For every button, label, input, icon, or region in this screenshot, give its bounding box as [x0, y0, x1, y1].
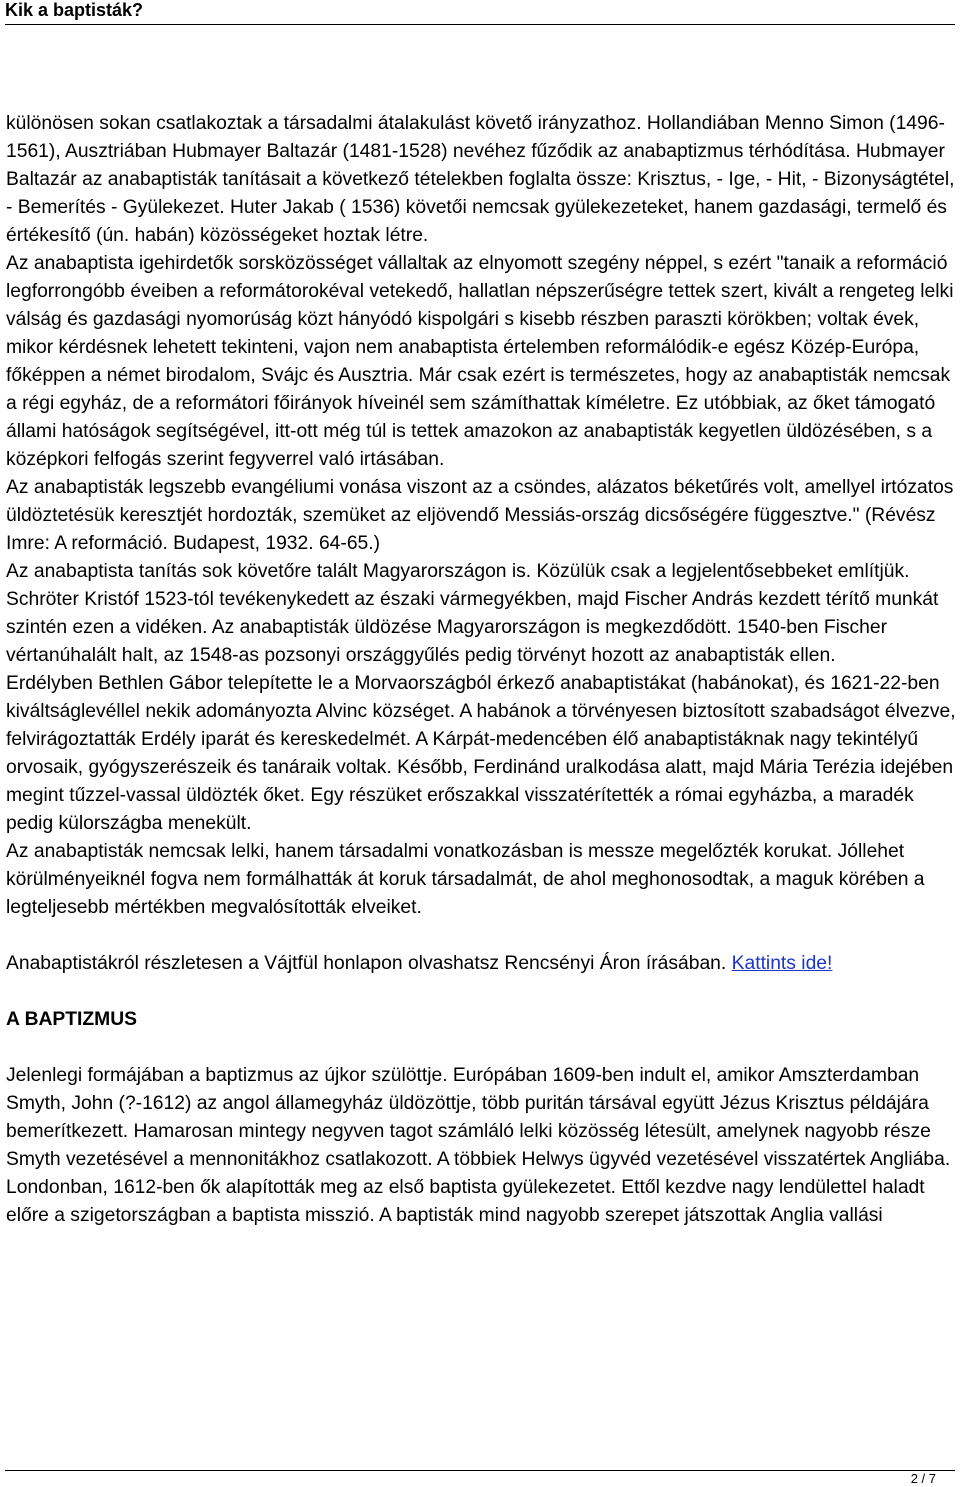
document-body — [6, 110, 956, 1230]
body-paragraph-1: különösen sokan csatlakoztak a társadalmi átalakulást követő irányzathoz. Hollandiában Menno Simon (1496-1561), Ausztriában Hubmayer Baltazár (1481-1528) nevéhez fűződik az anabaptizmus térhódítása. Hubmayer Baltazár az anabaptisták tanításait a következő tételekben foglalta össze: Krisztus, - Ige, - Hit, - Bizonyságtétel, - Bemerítés - Gyülekezet. Huter Jakab ( 1536) követői nemcsak gyülekezeteket, hanem gazdasági, termelő és értékesítő (ún. habán) közösségeket hoztak létre. — [6, 113, 955, 246]
link-paragraph-text: Anabaptistákról részletesen a Vájtfül honlapon olvashatsz Rencsényi Áron írásában. — [6, 953, 732, 974]
spacer — [6, 978, 956, 1006]
body-paragraph-5: Erdélyben Bethlen Gábor telepítette le a Morvaországból érkező anabaptistákat (habánokat), és 1621-22-ben kiváltságlevéllel nekik adományozta Alvinc községet. A habánok a törvényesen biztosított szabadságot élvezve, felvirágoztatták Erdély iparát és kereskedelmét. A Kárpát-medencében élő anabaptistáknak nagy tekintélyű orvosaik, gyógyszerészeik és tanáraik voltak. Később, Ferdinánd uralkodása alatt, majd Mária Terézia idejében megint tűzzel-vassal üldözték őket. Egy részüket erőszakkal visszatérítették a római egyházba, a maradék pedig külországba menekült. — [6, 673, 956, 834]
spacer — [6, 922, 956, 950]
body-paragraph-6: Az anabaptisták nemcsak lelki, hanem társadalmi vonatkozásban is messze megelőzték korukat. Jóllehet körülményeiknél fogva nem formálhatták át koruk társadalmát, de ahol meghonosodtak, a maguk körében a legteljesebb mértékben megvalósították elveiket. — [6, 841, 925, 918]
body-paragraph-4: Az anabaptista tanítás sok követőre talált Magyarországon is. Közülük csak a legjelentősebbeket említjük. Schröter Kristóf 1523-tól tevékenykedett az északi vármegyékben, majd Fischer András kezdett térítő munkát szintén ezen a vidéken. Az anabaptisták üldözése Magyarországon is megkezdődött. 1540-ben Fischer vértanúhalált halt, az 1548-as pozsonyi országgyűlés pedig törvényt hozott az anabaptisták ellen. — [6, 561, 939, 666]
section-heading: A BAPTIZMUS — [6, 1009, 138, 1030]
section-paragraph: Jelenlegi formájában a baptizmus az újkor szülöttje. Európában 1609-ben indult el, amikor Amszterdamban Smyth, John (?-1612) az angol államegyház üldözöttje, több puritán társával együtt Jézus Krisztus példájára bemerítkezett. Hamarosan mintegy negyven tagot számláló lelki közösség létesült, amelynek nagyobb része Smyth vezetésével a mennonitákhoz csatlakozott. A többiek Helwys ügyvéd vezetésével visszatértek Angliába. Londonban, 1612-ben ők alapították meg az első baptista gyülekezetet. Ettől kezdve nagy lendülettel haladt előre a szigetországban a baptista misszió. A baptisták mind nagyobb szerepet játszottak Anglia vallási — [6, 1065, 951, 1226]
footer-divider — [5, 1470, 955, 1471]
body-paragraph-2: Az anabaptista igehirdetők sorsközösséget vállaltak az elnyomott szegény néppel, s ezért "tanaik a reformáció legforrongóbb éveiben a reformátorokéval vetekedő, hallatlan népszerűségre tettek szert, kivált a rengeteg lelki válság és gazdasági nyomorúság közt hányódó kispolgári s kisebb részben paraszti körökben; voltak évek, mikor kérdésnek lehetett tekinteni, vajon nem anabaptista értelemben reformálódik-e egész Közép-Európa, főképpen a német birodalom, Svájc és Ausztria. Már csak ezért is természetes, hogy az anabaptisták nemcsak a régi egyház, de a reformátori főirányok híveinél sem számíthattak kíméletre. Ez utóbbiak, az őket támogató állami hatóságok segítségével, itt-ott még túl is tettek amazokon az anabaptisták kegyetlen üldözésében, s a középkori felfogás szerint fegyverrel való irtásában. — [6, 253, 954, 470]
page-number: 2 / 7 — [910, 1471, 936, 1486]
read-more-link[interactable]: Kattints ide! — [731, 953, 833, 974]
link-paragraph — [6, 950, 956, 978]
document-title: Kik a baptisták? — [5, 0, 144, 20]
body-paragraph-3: Az anabaptisták legszebb evangéliumi vonása viszont az a csöndes, alázatos béketűrés volt, amellyel irtózatos üldöztetésük keresztjét hordozták, szemüket az eljövendő Messiás-ország dicsőségére függesztve." (Révész Imre: A reformáció. Budapest, 1932. 64-65.) — [6, 477, 954, 554]
page-header — [5, 0, 955, 25]
spacer — [6, 1034, 956, 1062]
